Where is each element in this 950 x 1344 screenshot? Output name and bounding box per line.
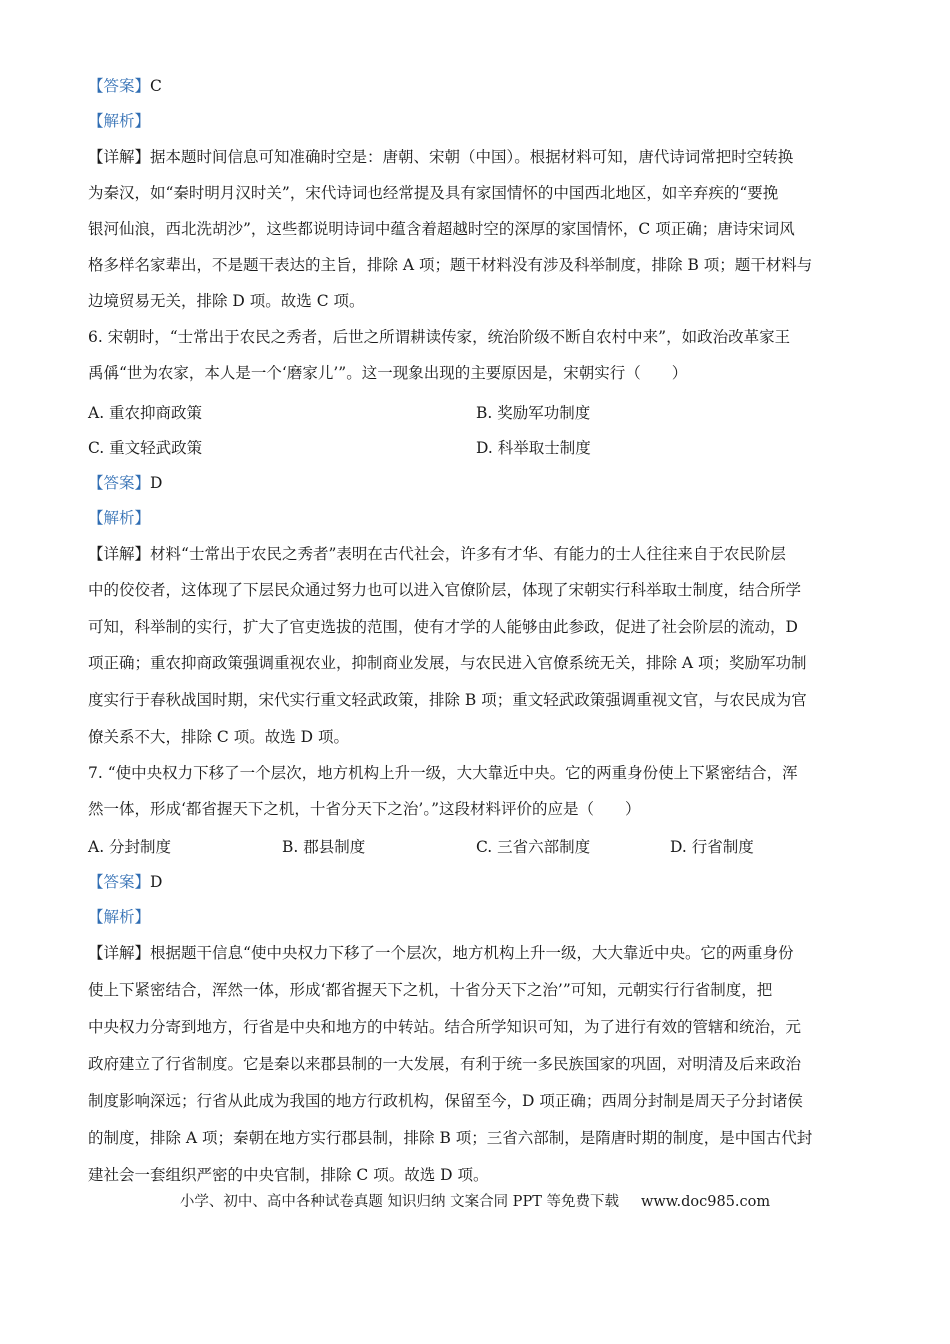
q5-answer-line — [88, 76, 863, 96]
q7-option-a: A. 分封制度 — [88, 838, 172, 856]
footer-text: 小学、初中、高中各种试卷真题 知识归纳 文案合同 PPT 等免费下载 — [179, 1194, 619, 1210]
q7-answer-line — [88, 872, 863, 892]
q7-detail-line: 使上下紧密结合，浑然一体，形成‘都省握天下之机，十省分天下之治’”可知，元朝实行行省制度，把 — [88, 981, 773, 999]
q6-detail-line: 项正确；重农抑商政策强调重视农业，抑制商业发展，与农民进入官僚系统无关，排除 A 项；奖励军功制 — [88, 654, 807, 672]
q6-option-b: B. 奖励军功制度 — [476, 404, 591, 422]
detail-text: 材料“士常出于农民之秀者”表明在古代社会，许多有才华、有能力的士人往往来自于农民阶层 — [150, 545, 786, 563]
q7-stem-line: 7. “使中央权力下移了一个层次，地方机构上升一级，大大靠近中央。它的两重身份使上下紧密结合，浑 — [88, 764, 798, 782]
q6-analysis-line — [88, 508, 863, 528]
answer-value: D — [150, 873, 163, 891]
detail-text: 根据题干信息“使中央权力下移了一个层次，地方机构上升一级，大大靠近中央。它的两重身份 — [150, 944, 794, 962]
q7-option-b: B. 郡县制度 — [282, 838, 366, 856]
answer-value: D — [150, 474, 163, 492]
q6-answer-line — [88, 473, 863, 493]
analysis-tag: 【解析】 — [88, 908, 151, 926]
answer-tag: 【答案】 — [88, 77, 151, 95]
q5-detail-line: 银河仙浪，西北洗胡沙”，这些都说明诗词中蕴含着超越时空的深厚的家国情怀，C 项正确；唐诗宋词风 — [88, 220, 795, 238]
q7-analysis-line — [88, 907, 863, 927]
q7-detail-line: 中央权力分寄到地方，行省是中央和地方的中转站。结合所学知识可知，为了进行有效的管辖和统治，元 — [88, 1018, 802, 1036]
analysis-tag: 【解析】 — [88, 112, 151, 130]
q6-detail-line: 僚关系不大，排除 C 项。故选 D 项。 — [88, 728, 349, 746]
answer-value: C — [150, 77, 162, 95]
answer-tag: 【答案】 — [88, 474, 151, 492]
q6-detail-line: 可知，科举制的实行，扩大了官吏选拔的范围，使有才学的人能够由此参政，促进了社会阶层的流动，D — [88, 618, 798, 636]
q6-option-d: D. 科举取士制度 — [476, 439, 591, 457]
q7-detail-line — [88, 943, 863, 963]
q7-detail-line: 建社会一套组织严密的中央官制，排除 C 项。故选 D 项。 — [88, 1166, 489, 1184]
q7-detail-line: 制度影响深远；行省从此成为我国的地方行政机构，保留至今，D 项正确；西周分封制是周天子分封诸侯 — [88, 1092, 803, 1110]
q5-analysis-line — [88, 111, 863, 131]
detail-tag: 【详解】 — [88, 944, 151, 962]
detail-text: 据本题时间信息可知准确时空是：唐朝、宋朝（中国）。根据材料可知，唐代诗词常把时空转换 — [150, 148, 794, 166]
q5-detail-line: 为秦汉，如“秦时明月汉时关”，宋代诗词也经常提及具有家国情怀的中国西北地区，如辛弃疾的“要挽 — [88, 184, 779, 202]
detail-tag: 【详解】 — [88, 545, 151, 563]
footer-url[interactable]: www.doc985.com — [640, 1194, 771, 1210]
q7-detail-line: 政府建立了行省制度。它是秦以来郡县制的一大发展，有利于统一多民族国家的巩固，对明清及后来政治 — [88, 1055, 802, 1073]
q6-detail-line: 度实行于春秋战国时期，宋代实行重文轻武政策，排除 B 项；重文轻武政策强调重视文官，与农民成为官 — [88, 691, 807, 709]
q6-stem-line: 6. 宋朝时，“士常出于农民之秀者，后世之所谓耕读传家，统治阶级不断自农村中来”，如政治改革家王 — [88, 328, 791, 346]
q6-detail-line: 中的佼佼者，这体现了下层民众通过努力也可以进入官僚阶层，体现了宋朝实行科举取士制度，结合所学 — [88, 581, 802, 599]
q5-detail-line — [88, 147, 863, 167]
q6-option-a: A. 重农抑商政策 — [88, 404, 203, 422]
q5-detail-line: 边境贸易无关，排除 D 项。故选 C 项。 — [88, 292, 365, 310]
q6-stem-line: 禹偁“世为农家，本人是一个‘磨家儿’”。这一现象出现的主要原因是，宋朝实行（ ） — [88, 364, 688, 382]
q7-option-c: C. 三省六部制度 — [476, 838, 591, 856]
answer-tag: 【答案】 — [88, 873, 151, 891]
q5-detail-line: 格多样名家辈出，不是题干表达的主旨，排除 A 项；题干材料没有涉及科举制度，排除 B 项；题干材料与 — [88, 256, 813, 274]
analysis-tag: 【解析】 — [88, 509, 151, 527]
q7-detail-line: 的制度，排除 A 项；秦朝在地方实行郡县制，排除 B 项；三省六部制，是隋唐时期的制度，是中国古代封 — [88, 1129, 813, 1147]
page-footer — [0, 1192, 950, 1212]
detail-tag: 【详解】 — [88, 148, 151, 166]
q6-option-c: C. 重文轻武政策 — [88, 439, 203, 457]
q6-detail-line — [88, 544, 863, 564]
q7-option-d: D. 行省制度 — [670, 838, 754, 856]
q7-stem-line: 然一体，形成‘都省握天下之机，十省分天下之治’。”这段材料评价的应是（ ） — [88, 800, 641, 818]
